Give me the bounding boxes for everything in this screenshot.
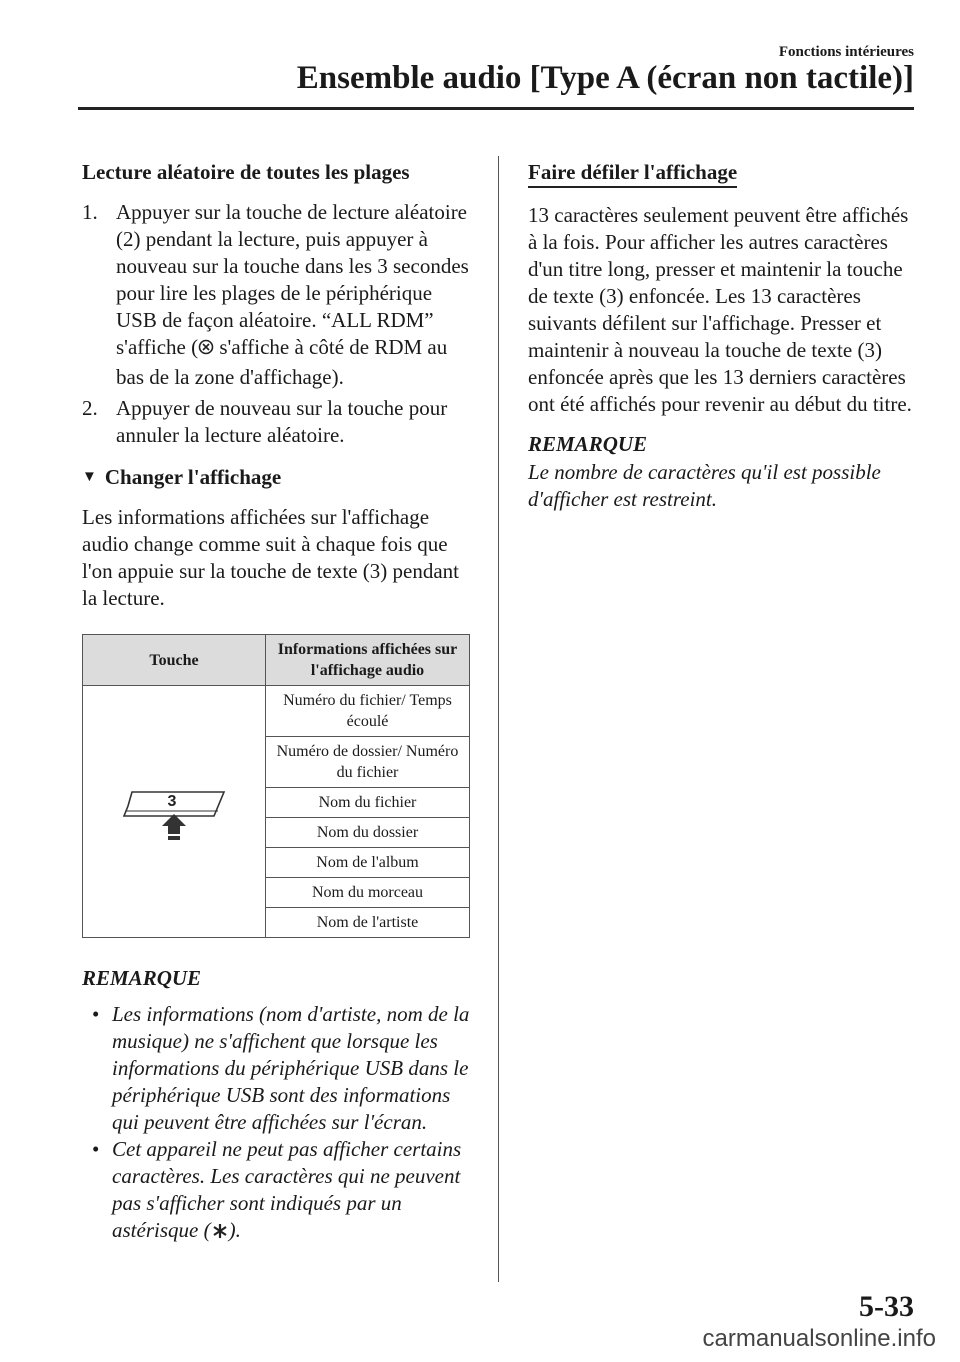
table-cell: Nom du fichier [266,788,470,818]
left-column [82,160,472,1247]
bullet-dot-icon: • [92,1137,100,1161]
step-1 [82,199,472,391]
table-cell: Nom de l'album [266,848,470,878]
remarque-note-right: Le nombre de caractères qu'il est possible d'afficher est restreint. [528,460,881,511]
step-2-number: 2. [82,396,98,420]
change-display-heading-text: Changer l'affichage [104,465,282,489]
right-column [528,160,918,513]
table-cell: Nom de l'artiste [266,908,470,938]
text-key-cell [83,686,266,938]
display-info-table [82,634,470,938]
table-header-key: Touche [83,635,266,686]
step-1-text-a: Appuyer sur la touche de lecture aléatoire (2) pendant la lecture, puis appuyer à nouveau sur la touche dans les 3 secondes pour lire les plages de le périphérique USB de façon aléatoire. “ALL RDM” s'affiche ( [116,200,469,359]
watermark: carmanualsonline.info [702,1325,936,1352]
page-number: 5-33 [859,1290,914,1323]
triangle-down-icon: ▼ [82,469,97,485]
bullet-2-text-b: ). [228,1218,241,1242]
page-title: Ensemble audio [Type A (écran non tactile)] [296,60,914,96]
bullet-2-text-a: Cet appareil ne peut pas afficher certains caractères. Les caractères qui ne peuvent pas s'afficher sont indiqués par un astérisque ( [112,1137,462,1242]
table-row [83,686,470,737]
header-rule [78,107,914,110]
scroll-display-paragraph: 13 caractères seulement peuvent être affichés à la fois. Pour afficher les autres caractères d'un titre long, presser et maintenir la touche de texte (3) enfoncée. Les 13 caractères suivants défilent sur l'affichage. Presser et maintenir à nouveau la touche de texte (3) enfoncée après que les 13 derniers caractères ont été affichés pour revenir au début du titre. [528,203,912,416]
bullet-1-text: Les informations (nom d'artiste, nom de la musique) ne s'affichent que lorsque les informations du périphérique USB dans le périphérique USB sont des informations qui peuvent être affichées sur l'écran. [112,1002,470,1134]
table-cell: Nom du dossier [266,818,470,848]
step-1-text-b: s'affiche à côté de RDM au bas de la zone d'affichage). [116,335,448,389]
step-2 [82,395,472,449]
step-1-number: 1. [82,200,98,224]
remarque-heading: REMARQUE [82,966,202,990]
random-play-heading: Lecture aléatoire de toutes les plages [82,160,410,184]
random-shuffle-icon [198,337,214,364]
scroll-display-heading [528,160,918,188]
column-divider [498,156,499,1282]
text-key-number: 3 [167,792,177,810]
asterisk-icon [211,1220,229,1247]
bullet-dot-icon: • [92,1002,100,1026]
remarque-bullet-1 [82,1001,472,1136]
remarque-bullet-2 [82,1136,472,1247]
text-key-button-icon [114,774,234,844]
change-display-heading [82,465,472,490]
table-header-row [83,635,470,686]
table-cell: Nom du morceau [266,878,470,908]
table-cell: Numéro du fichier/ Temps écoulé [266,686,470,737]
change-display-paragraph: Les informations affichées sur l'affichage audio change comme suit à chaque fois que l'on appuie sur la touche de texte (3) pendant la lecture. [82,505,459,610]
step-2-text: Appuyer de nouveau sur la touche pour annuler la lecture aléatoire. [116,396,448,447]
table-cell: Numéro de dossier/ Numéro du fichier [266,737,470,788]
header-section: Fonctions intérieures [778,44,914,60]
scroll-display-heading-text: Faire défiler l'affichage [528,160,737,188]
table-header-info: Informations affichées sur l'affichage audio [266,635,470,686]
remarque-heading-right: REMARQUE [528,432,648,456]
